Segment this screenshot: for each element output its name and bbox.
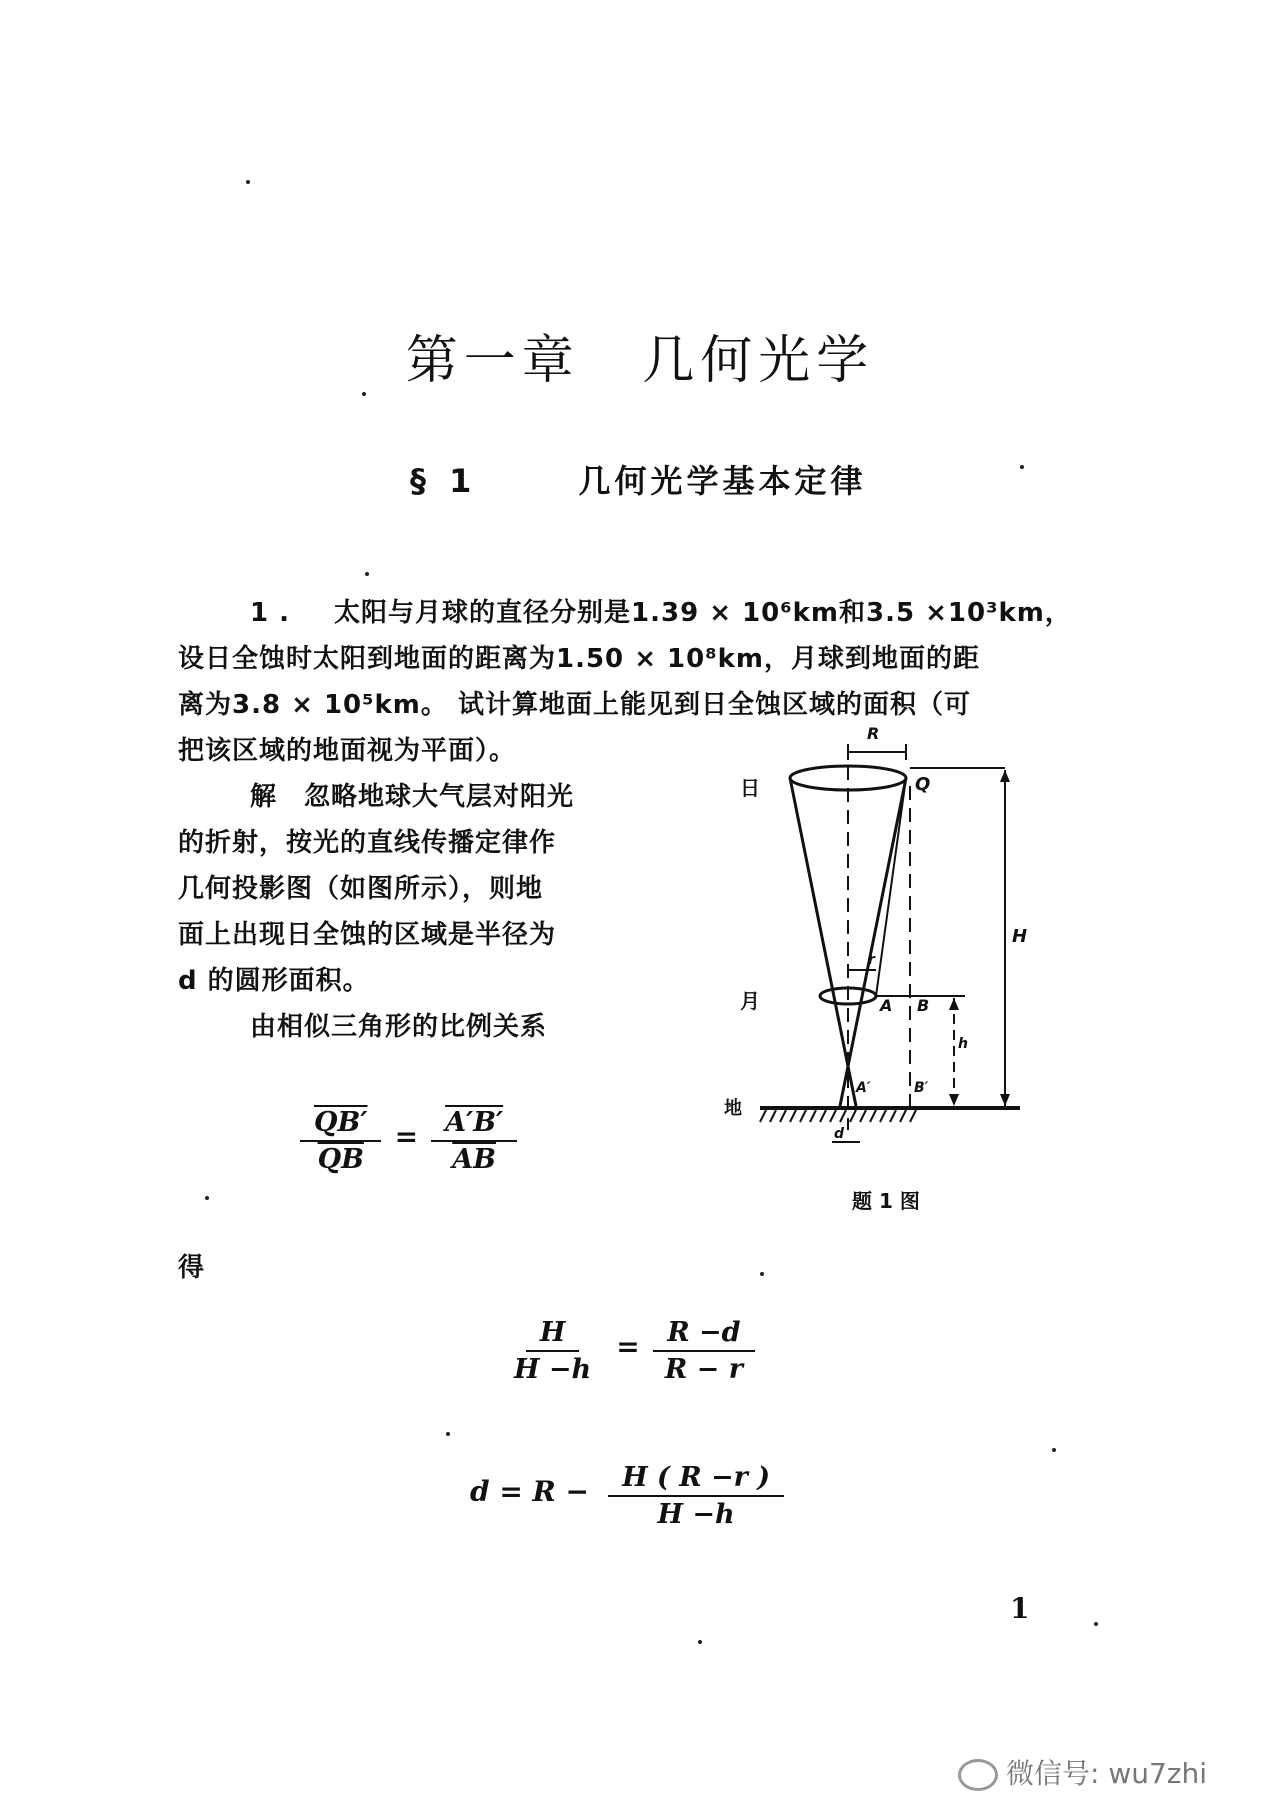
de-label: 得 xyxy=(178,1253,206,1283)
problem-line-2: 设日全蚀时太阳到地面的距离为1.50 × 10⁸km，月球到地面的距 xyxy=(178,644,980,674)
scan-speck xyxy=(1020,465,1024,469)
ray-QA xyxy=(876,778,906,996)
label-sun: 日 xyxy=(740,776,760,800)
label-Q: Q xyxy=(915,774,931,795)
problem-line-3: 离为3.8 × 10⁵km。 试计算地面上能见到日全蚀区域的面积（可 xyxy=(178,690,971,720)
frac-denominator: AB xyxy=(452,1144,497,1175)
label-d: d xyxy=(834,1126,845,1142)
scan-speck xyxy=(362,392,366,396)
scan-speck xyxy=(698,1640,702,1644)
watermark-text: 微信号: wu7zhi xyxy=(1006,1757,1208,1790)
label-R: R xyxy=(867,724,880,743)
problem-line-4: 把该区域的地面视为平面）。 xyxy=(178,736,517,766)
frac-denominator: R − r xyxy=(664,1354,743,1385)
frac-numerator: H xyxy=(526,1315,580,1352)
cone-left-edge xyxy=(790,778,856,1106)
watermark xyxy=(958,1752,1207,1792)
solution-line-4: 面上出现日全蚀的区域是半径为 xyxy=(178,920,557,950)
label-earth: 地 xyxy=(724,1098,742,1119)
figure-caption: 题 1 图 xyxy=(852,1189,920,1213)
eclipse-figure xyxy=(720,724,1060,1220)
equals-sign: = xyxy=(394,1119,419,1153)
equation-similar-triangles xyxy=(300,1105,517,1177)
frac-numerator: R −d xyxy=(653,1315,754,1352)
solution-line-2: 的折射，按光的直线传播定律作 xyxy=(178,828,557,858)
eclipse-diagram xyxy=(720,730,1060,1170)
section-number: § 1 xyxy=(410,462,478,500)
fraction-d xyxy=(608,1460,784,1532)
eq3-lhs: d = R − xyxy=(470,1474,590,1508)
equals-sign: = xyxy=(616,1329,640,1363)
label-A-prime: A′ xyxy=(856,1080,871,1096)
problem-line-1: 太阳与月球的直径分别是1.39 × 10⁶km和3.5 ×10³km， xyxy=(334,598,1072,628)
frac-denominator: H −h xyxy=(657,1499,735,1530)
label-B-prime: B′ xyxy=(914,1080,929,1096)
frac-denominator: QB xyxy=(317,1144,364,1175)
scan-speck xyxy=(205,1196,209,1200)
solution-line-6: 由相似三角形的比例关系 xyxy=(250,1012,548,1042)
ground-hatch xyxy=(760,1110,916,1122)
fraction-ab xyxy=(431,1105,517,1177)
solution-line-5: d 的圆形面积。 xyxy=(178,966,370,996)
scan-speck xyxy=(760,1272,764,1276)
equation-d xyxy=(470,1460,784,1532)
label-moon: 月 xyxy=(740,989,760,1013)
section-title: 几何光学基本定律 xyxy=(578,462,867,500)
section-heading xyxy=(410,456,867,502)
fraction-r xyxy=(651,1315,757,1387)
label-r: r xyxy=(868,952,875,968)
solution-line-1: 解 忽略地球大气层对阳光 xyxy=(250,782,575,812)
scan-speck xyxy=(446,1432,450,1436)
wechat-icon xyxy=(958,1759,998,1791)
label-H: H xyxy=(1012,926,1028,947)
chapter-title: 第一章 几何光学 xyxy=(405,331,875,391)
label-h: h xyxy=(958,1036,968,1052)
solution-text xyxy=(178,774,658,1050)
equation-ratio xyxy=(500,1315,757,1387)
frac-numerator: H ( R −r ) xyxy=(608,1460,784,1497)
frac-denominator: H −h xyxy=(514,1354,592,1385)
fraction-qb xyxy=(300,1105,381,1177)
label-B: B xyxy=(917,996,930,1015)
scan-speck xyxy=(246,180,250,184)
fraction-h xyxy=(500,1315,605,1387)
problem-number: 1 . xyxy=(250,598,291,628)
frac-numerator: QB′ xyxy=(300,1105,381,1142)
scan-speck xyxy=(1052,1448,1056,1452)
scan-speck xyxy=(1094,1622,1098,1626)
cone-right-edge xyxy=(840,778,906,1106)
scan-speck xyxy=(365,572,369,576)
solution-line-3: 几何投影图（如图所示），则地 xyxy=(178,874,544,904)
page-number: 1 xyxy=(1010,1592,1030,1625)
label-A: A xyxy=(880,996,893,1015)
frac-numerator: A′B′ xyxy=(431,1105,517,1142)
